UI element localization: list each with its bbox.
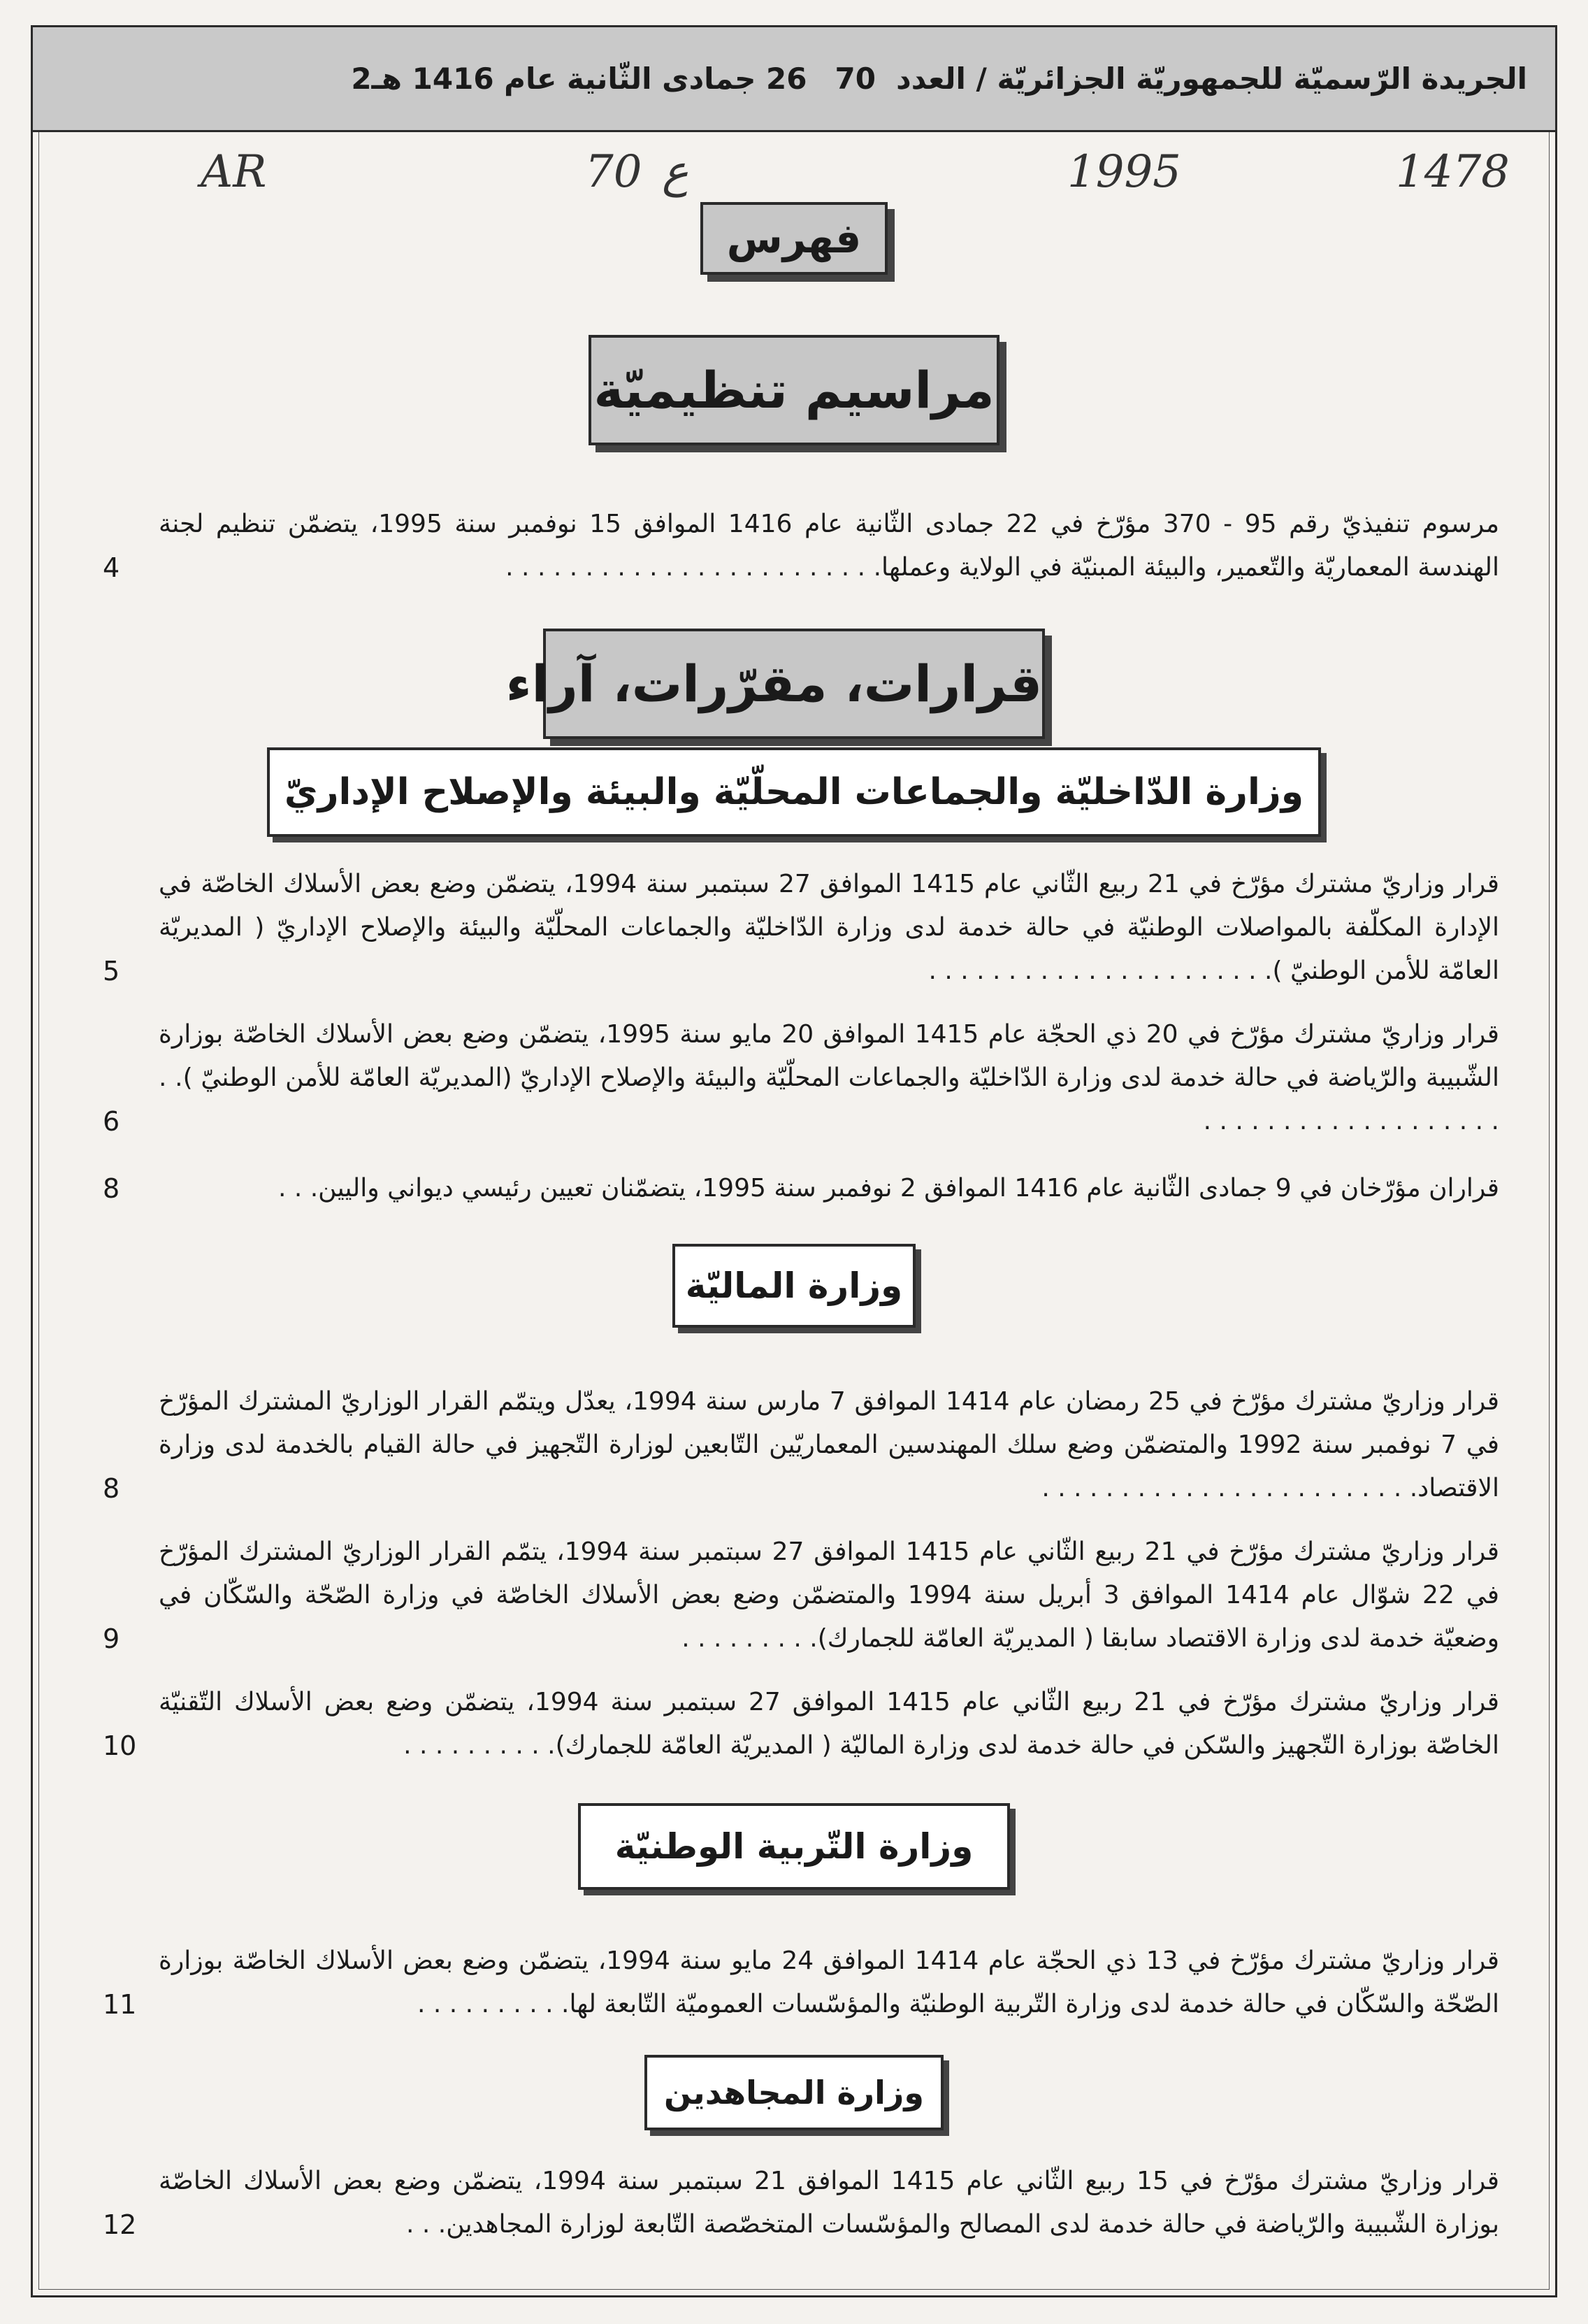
index-title: فهرس	[700, 202, 888, 275]
page-header	[33, 27, 1555, 132]
index-entry	[103, 1939, 1499, 2026]
entry-page-number: 4	[103, 552, 120, 583]
index-entry	[103, 1380, 1499, 1510]
entry-text: قرار وزاريّ مشترك مؤرّخ في 13 ذي الحجّة عام 1414 الموافق 24 مايو سنة 1994، يتضمّن وضع بعض الأسلاك الخاصّة بوزارة الصّحّة والسّكّان في حالة خدمة لدى وزارة التّربية الوطنيّة والمؤسّسات العموميّة التّابعة لها. . . . . . . . . .	[159, 1946, 1500, 2018]
education-ministry-title: وزارة التّربية الوطنيّة	[578, 1803, 1010, 1890]
mujahidin-ministry-title: وزارة المجاهدين	[644, 2055, 944, 2130]
decisions-section-title: قرارات، مقرّرات، آراء	[543, 629, 1045, 739]
interior-ministry-title: وزارة الدّاخليّة والجماعات المحلّيّة والبيئة والإصلاح الإداريّ	[267, 747, 1321, 837]
handwritten-note: 70	[585, 146, 642, 198]
entry-text: قرار وزاريّ مشترك مؤرّخ في 21 ربيع الثّاني عام 1415 الموافق 27 سبتمبر سنة 1994، يتضمّن وضع بعض الأسلاك التّقنيّة الخاصّة بوزارة التّجهيز والسّكن في حالة خدمة لدى وزارة الماليّة ( المديريّة العامّة للجمارك). . . . . . . . . .	[159, 1688, 1499, 1760]
handwritten-note: 1995	[1067, 146, 1181, 198]
gazette-page	[31, 25, 1557, 2297]
entry-text: مرسوم تنفيذيّ رقم 95 - 370 مؤرّخ في 22 جمادى الثّانية عام 1416 الموافق 15 نوفمبر سنة 1995، يتضمّن تنظيم لجنة الهندسة المعماريّة والتّعمير، والبيئة المبنيّة في الولاية وعملها. . . . . . . . . . . . . . . . . . . . . . . .	[159, 510, 1499, 582]
entry-page-number: 12	[103, 2209, 137, 2240]
index-entry	[103, 863, 1499, 993]
handwritten-note: 1478	[1396, 146, 1510, 198]
index-entry	[103, 1530, 1499, 1660]
handwritten-note: ع	[662, 146, 689, 198]
header-issue-number: 70	[835, 62, 876, 96]
index-entry	[103, 1167, 1499, 1210]
handwritten-note: AR	[201, 146, 267, 198]
entry-page-number: 8	[103, 1473, 120, 1504]
entry-text: قرار وزاريّ مشترك مؤرّخ في 25 رمضان عام 1414 الموافق 7 مارس سنة 1994، يعدّل ويتمّم القرار الوزاريّ المشترك المؤرّخ في 7 نوفمبر سنة 1992 والمتضمّن وضع سلك المهندسين المعماريّين التّابعين لوزارة التّجهيز في حالة القيام بالخدمة لدى وزارة الاقتصاد. . . . . . . . . . . . . . . . . . . . . . . .	[159, 1387, 1499, 1502]
finance-ministry-title: وزارة الماليّة	[672, 1244, 916, 1328]
entry-text: قرار وزاريّ مشترك مؤرّخ في 20 ذي الحجّة عام 1415 الموافق 20 مايو سنة 1995، يتضمّن وضع بعض الأسلاك الخاصّة بوزارة الشّبيبة والرّياضة في حالة خدمة لدى وزارة الدّاخليّة والجماعات المحلّيّة والبيئة والإصلاح الإداريّ (المديريّة العامّة للأمن الوطنيّ ). . . . . . . . . . . . . . . . . . . . .	[159, 1020, 1500, 1135]
index-entry	[103, 1013, 1499, 1143]
entry-text: قرار وزاريّ مشترك مؤرّخ في 21 ربيع الثّاني عام 1415 الموافق 27 سبتمبر سنة 1994، يتمّم القرار الوزاريّ المشترك المؤرّخ في 22 شوّال عام 1414 الموافق 3 أبريل سنة 1994 والمتضمّن وضع بعض الأسلاك الخاصّة في وزارة الصّحّة والسّكّان في وضعيّة خدمة لدى وزارة الاقتصاد سابقا ( المديريّة العامّة للجمارك). . . . . . . . .	[159, 1537, 1499, 1653]
entry-page-number: 5	[103, 956, 120, 987]
entry-text: قرار وزاريّ مشترك مؤرّخ في 15 ربيع الثّاني عام 1415 الموافق 21 سبتمبر سنة 1994، يتضمّن وضع بعض الأسلاك الخاصّة بوزارة الشّبيبة والرّياضة في حالة خدمة لدى المصالح والمؤسّسات المتخصّصة التّابعة لوزارة المجاهدين. . .	[159, 2167, 1499, 2239]
entry-page-number: 6	[103, 1106, 120, 1137]
index-entry	[103, 503, 1499, 589]
entry-page-number: 10	[103, 1730, 137, 1761]
decrees-section-title: مراسيم تنظيميّة	[589, 335, 999, 445]
header-gazette-name: الجريدة الرّسميّة للجمهوريّة الجزائريّة / العدد	[896, 62, 1527, 96]
entry-text: قراران مؤرّخان في 9 جمادى الثّانية عام 1416 الموافق 2 نوفمبر سنة 1995، يتضمّنان تعيين رئيسي ديواني واليين. . .	[277, 1174, 1499, 1203]
entry-text: قرار وزاريّ مشترك مؤرّخ في 21 ربيع الثّاني عام 1415 الموافق 27 سبتمبر سنة 1994، يتضمّن وضع بعض الأسلاك الخاصّة في الإدارة المكلّفة بالمواصلات الوطنيّة في حالة خدمة لدى وزارة الدّاخليّة والجماعات المحلّيّة والبيئة والإصلاح الإداريّ ( المديريّة العامّة للأمن الوطنيّ ). . . . . . . . . . . . . . . . . . . . . .	[159, 870, 1499, 985]
header-page-number: 2	[351, 62, 372, 96]
entry-page-number: 9	[103, 1623, 120, 1654]
header-date: 26 جمادى الثّانية عام 1416 هـ	[371, 62, 807, 96]
index-entry	[103, 1681, 1499, 1767]
index-entry	[103, 2160, 1499, 2246]
entry-page-number: 8	[103, 1173, 120, 1204]
entry-page-number: 11	[103, 1989, 137, 2020]
